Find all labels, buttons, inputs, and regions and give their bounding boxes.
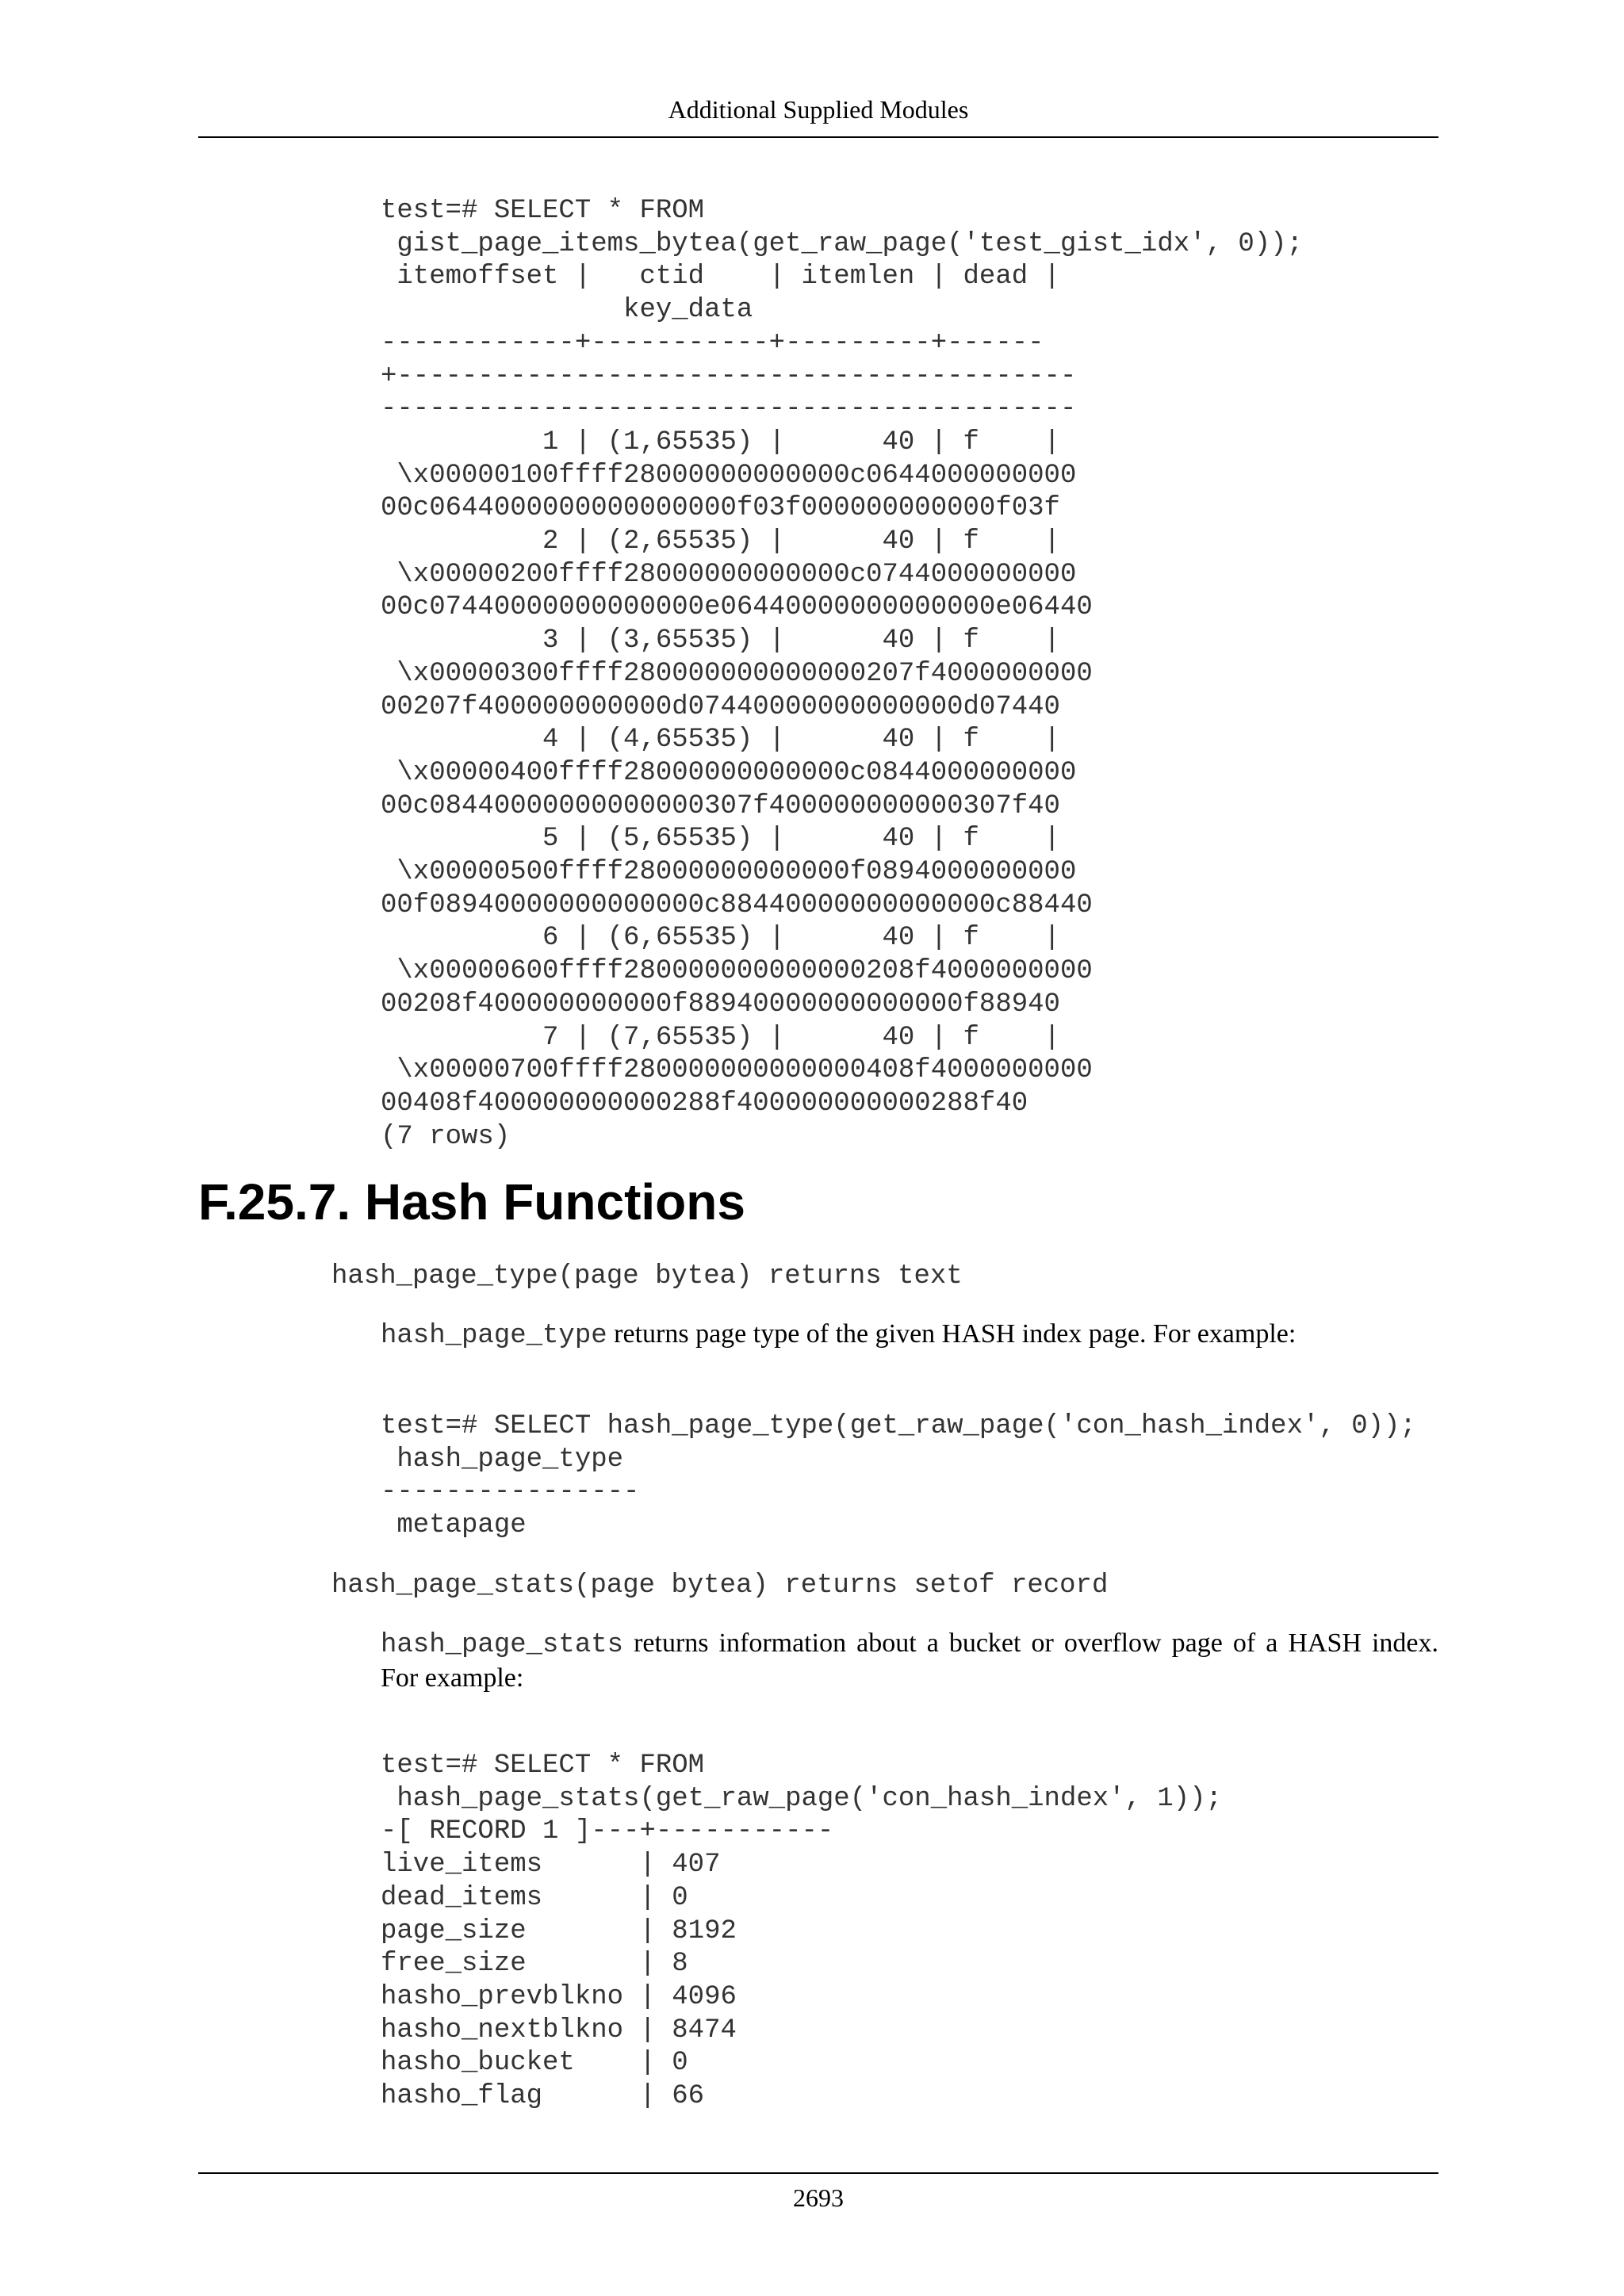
gist-page-items-bytea-example: test=# SELECT * FROM gist_page_items_bytea(get_raw_page('test_gist_idx', 0)); itemoffset | ctid | itemlen | dead | key_data ------------+-----------+---------+------ +------------------------------------------ ------------------------------------------- 1 | (1,65535) | 40 | f | \x00000100ffff28000000000000c0644000000000 00c0644000000000000000f03f000000000000f03f 2 | (2,65535) | 40 | f | \x00000200ffff28000000000000c0744000000000 00c07440000000000000e06440000000000000e06440 3 | (3,65535) | 40 | f | \x00000300ffff280000000000000207f4000000000 00207f400000000000d07440000000000000d07440 4 | (4,65535) | 40 | f | \x00000400ffff28000000000000c0844000000000 00c08440000000000000307f400000000000307f40 5 | (5,65535) | 40 | f | \x00000500ffff28000000000000f0894000000000 00f08940000000000000c88440000000000000c88440 6 | (6,65535) | 40 | f | \x00000600ffff280000000000000208f4000000000 00208f400000000000f88940000000000000f88940 7 | (7,65535) | 40 | f | \x00000700ffff280000000000000408f4000000000 00408f400000000000288f400000000000288f40 (7 rows) bbox=[381, 196, 1303, 1152]
header-rule bbox=[198, 136, 1438, 138]
page-number: 2693 bbox=[793, 2183, 844, 2212]
hash-page-type-signature: hash_page_type(page bytea) returns text bbox=[331, 1261, 963, 1292]
hash-page-type-description-text: returns page type of the given HASH index page. For example: bbox=[607, 1319, 1297, 1349]
hash-page-stats-description bbox=[381, 1627, 1438, 1695]
hash-page-type-description bbox=[381, 1318, 1438, 1353]
footer-rule bbox=[198, 2172, 1438, 2174]
hash-page-stats-example: test=# SELECT * FROM hash_page_stats(get_raw_page('con_hash_index', 1)); -[ RECORD 1 ]---+----------- live_items | 407 dead_items | 0 page_size | 8192 free_size | 8 hasho_prevblkno | 4096 hasho_nextblkno | 8474 hasho_bucket | 0 hasho_flag | 66 bbox=[381, 1751, 1222, 2112]
hash-page-stats-inline-code: hash_page_stats bbox=[381, 1630, 624, 1660]
hash-page-type-example: test=# SELECT hash_page_type(get_raw_page('con_hash_index', 0)); hash_page_type ---------------- metapage bbox=[381, 1411, 1416, 1541]
hash-page-stats-signature: hash_page_stats(page bytea) returns setof record bbox=[331, 1571, 1109, 1601]
running-header: Additional Supplied Modules bbox=[668, 95, 969, 124]
hash-page-stats-description-text: returns information about a bucket or overflow page of a HASH index. For example: bbox=[381, 1628, 1438, 1693]
hash-page-type-inline-code: hash_page_type bbox=[381, 1321, 607, 1351]
section-heading-hash-functions: F.25.7. Hash Functions bbox=[198, 1173, 745, 1230]
